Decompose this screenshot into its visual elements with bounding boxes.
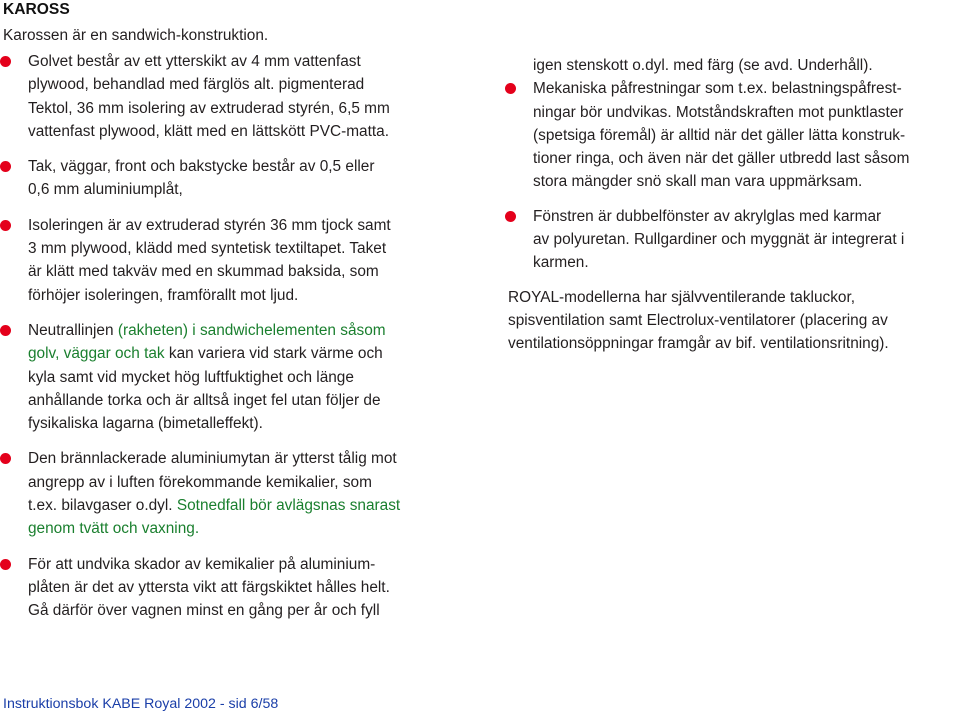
text-line: plåten är det av yttersta vikt att färgskiktet hålles helt. [28,578,390,596]
text-line: ROYAL-modellerna har självventilerande takluckor, [508,288,856,306]
bullet-dot-icon [0,559,11,570]
left-column [0,50,460,623]
text-line: Den brännlackerade aluminiumytan är ytterst tålig mot [28,450,397,468]
text-line: (spetsiga föremål) är alltid när det gäller lätta konstruk- [533,126,906,144]
text-line: Gå därför över vagnen minst en gång per år och fyll [28,602,380,620]
right-column [505,54,959,356]
bullet-item-windows [505,205,959,275]
text-line: angrepp av i luften förekommande kemikalier, som [28,473,372,491]
bullet-dot-icon [0,220,11,231]
text-line: 3 mm plywood, klädd med syntetisk textiltapet. Taket [28,240,387,258]
bullet-dot-icon [505,83,516,94]
bullet-dot-icon [0,161,11,172]
text-segment: kan variera vid stark värme och [164,345,383,363]
text-line: Golvet består av ett ytterskikt av 4 mm vattenfast [28,53,361,70]
text-line [28,494,460,517]
text-segment: t.ex. bilavgaser o.dyl. [28,497,177,515]
intro-text: Karossen är en sandwich-konstruktion. [3,27,269,44]
text-line: är klätt med takväv med en skummad baksida, som [28,263,379,281]
text-line: kyla samt vid mycket hög luftfuktighet och länge [28,368,354,386]
bullet-item-neutral-line [0,319,460,435]
text-line: Isoleringen är av extruderad styrén 36 mm tjock samt [28,216,391,234]
text-line: stora mängder snö skall man vara uppmärksam. [533,173,863,191]
text-line: vattenfast plywood, klätt med en lättskött PVC-matta. [28,122,389,140]
text-line: Tak, väggar, front och bakstycke består av 0,5 eller [28,158,375,176]
text-line: Fönstren är dubbelfönster av akrylglas med karmar [533,207,882,225]
continuation-text [505,54,959,77]
text-line: spisventilation samt Electrolux-ventilatorer (placering av [508,311,888,329]
bullet-item-insulation [0,214,460,307]
highlighted-text: genom tvätt och vaxning. [28,520,200,538]
text-segment: Neutrallinjen [28,321,118,339]
text-line: plywood, behandlad med färglös alt. pigmenterad [28,76,365,94]
text-line: ventilationsöppningar framgår av bif. ventilationsritning). [508,335,889,353]
text-line: anhållande torka och är alltså inget fel utan följer de [28,391,381,409]
text-line: av polyuretan. Rullgardiner och myggnät är integrerat i [533,231,905,249]
bullet-dot-icon [0,325,11,336]
bullet-item-aluminium-surface [0,447,460,540]
text-line: tioner ringa, och även när det gäller utbredd last såsom [533,150,910,168]
highlighted-text: Sotnedfall bör avlägsnas snarast [176,497,401,515]
bullet-item-floor [0,50,460,143]
text-line: ningar bör undvikas. Motståndskraften mot punktlaster [533,103,904,121]
text-line: För att undvika skador av kemikalier på aluminium- [28,555,376,573]
text-line [28,342,460,365]
bullet-item-walls [0,155,460,202]
text-line: fysikaliska lagarna (bimetalleffekt). [28,415,263,433]
text-line: Mekaniska påfrestningar som t.ex. belastningspåfrest- [533,80,902,98]
text-line: igen stenskott o.dyl. med färg (se avd. Underhåll). [533,57,873,74]
highlighted-text: golv, väggar och tak [28,345,165,363]
text-line: karmen. [533,254,589,272]
text-line: 0,6 mm aluminiumplåt, [28,181,183,199]
bullet-dot-icon [0,453,11,464]
bullet-dot-icon [505,211,516,222]
bullet-item-chemicals [0,553,460,623]
text-line: Tektol, 36 mm isolering av extruderad styrén, 6,5 mm [28,99,390,117]
text-line: förhöjer isoleringen, framförallt mot ljud. [28,286,299,304]
bullet-dot-icon [0,56,11,67]
highlighted-text: (rakheten) i sandwichelementen såsom [117,321,386,339]
text-line [28,319,460,342]
page-footer: Instruktionsbok KABE Royal 2002 - sid 6/58 [3,696,279,712]
bullet-item-mechanical-stress [505,77,959,193]
royal-ventilation-paragraph [508,286,959,356]
section-title: KAROSS [3,1,70,18]
